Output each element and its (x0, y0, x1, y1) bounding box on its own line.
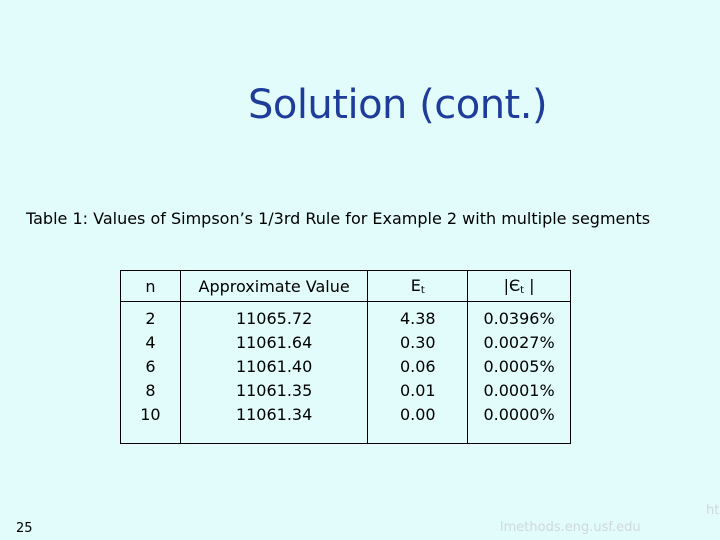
table-cell: 0.0001% (483, 381, 555, 400)
table-cell: 6 (145, 357, 156, 376)
results-table (120, 270, 571, 444)
table-cell: 0.01 (399, 381, 436, 400)
table-cell: 8 (145, 381, 156, 400)
header-true-error (368, 271, 468, 302)
table-cell: 0.06 (399, 357, 436, 376)
header-relative-error-suffix: | (524, 276, 535, 295)
table-cell: 4.38 (399, 309, 436, 328)
table-cell: 0.0027% (483, 333, 555, 352)
table-header-row (121, 271, 571, 302)
table-body-row (121, 302, 571, 444)
table-caption: Table 1: Values of Simpson’s 1/3rd Rule for Example 2 with multiple segments (26, 209, 651, 228)
table-cell: 0.00 (399, 405, 436, 424)
table-cell: 2 (145, 309, 156, 328)
header-true-error-base: E (410, 276, 421, 295)
header-approximate-value: Approximate Value (180, 271, 368, 302)
corner-text: ht (706, 503, 720, 518)
table-cell: 11061.34 (235, 405, 313, 424)
header-relative-error-sub: t (520, 285, 525, 296)
column-n (121, 302, 181, 444)
column-approximate-value (180, 302, 368, 444)
table-cell: 0.0005% (483, 357, 555, 376)
table-cell: 11061.40 (235, 357, 313, 376)
table-cell: 4 (145, 333, 156, 352)
table-cell: 0.0396% (483, 309, 555, 328)
table-cell: 0.30 (399, 333, 436, 352)
table-cell: 10 (140, 405, 161, 424)
header-true-error-sub: t (420, 285, 425, 296)
table-cell: 11061.35 (235, 381, 313, 400)
header-relative-error (468, 271, 571, 302)
footer-url[interactable]: lmethods.eng.usf.edu (500, 520, 641, 535)
table-cell: 11061.64 (235, 333, 313, 352)
page-number: 25 (16, 521, 33, 536)
table-cell: 0.0000% (483, 405, 555, 424)
header-n: n (121, 271, 181, 302)
table-cell: 11065.72 (235, 309, 313, 328)
column-true-error (368, 302, 468, 444)
slide-title: Solution (cont.) (247, 82, 548, 128)
column-relative-error (468, 302, 571, 444)
header-relative-error-prefix: |Є (503, 276, 521, 295)
